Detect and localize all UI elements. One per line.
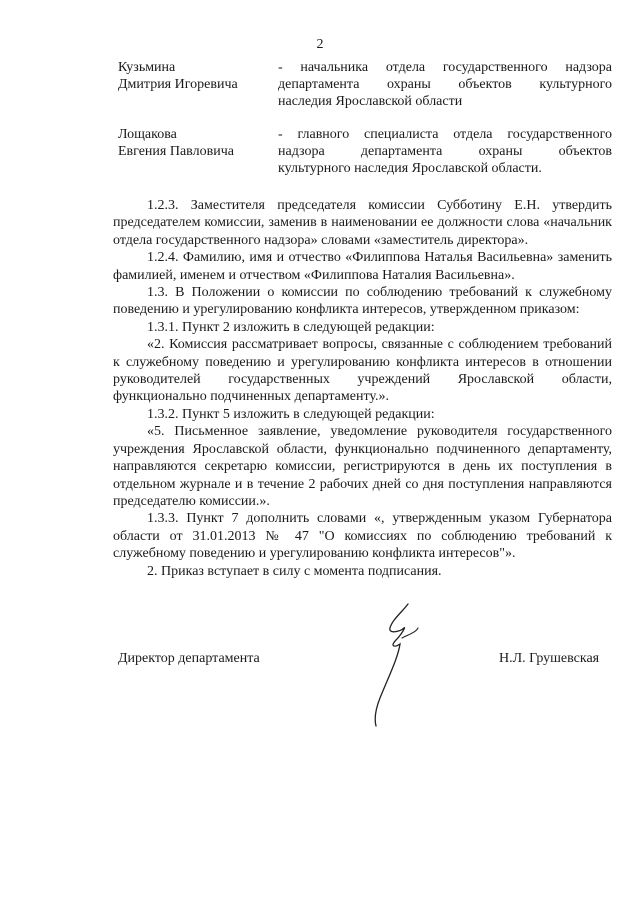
page-number: 2	[316, 37, 324, 52]
member-role: - начальника отдела государственного надзора департамента охраны объектов культурного наследия Ярославской области	[278, 60, 612, 109]
signatory-position: Директор департамента	[118, 651, 260, 666]
signatory-name: Н.Л. Грушевская	[499, 651, 600, 666]
paragraph-1-3-2: 1.3.2. Пункт 5 изложить в следующей редакции:	[147, 406, 435, 422]
paragraph-1-2-3: 1.2.3. Заместителя председателя комиссии Субботину Е.Н. утвердить председателем комиссии, заменив в наименовании ее должности слова «начальник отдела государственного надзора» словами «заместитель директора».	[113, 198, 612, 248]
paragraph-1-3-3: 1.3.3. Пункт 7 дополнить словами «, утвержденным указом Губернатора области от 31.01.2013 № 47 "О комиссиях по соблюдению требований к служебному поведению и урегулированию конфликта интересов"».	[113, 511, 612, 562]
quoted-clause-5: «5. Письменное заявление, уведомление руководителя государственного учреждения Ярославской области, функционально подчиненного департаменту, направляются секретарю комиссии, регистрируются в день их поступления в отдельном журнале и в течение 2 рабочих дней со дня поступления направляются председателю комиссии.».	[113, 424, 612, 509]
member-role: - главного специалиста отдела государственного надзора департамента охраны объектов культурного наследия Ярославской области.	[278, 127, 612, 176]
paragraph-1-3-1: 1.3.1. Пункт 2 изложить в следующей редакции:	[147, 319, 435, 335]
member-name: Кузьмина Дмитрия Игоревича	[118, 60, 238, 92]
quoted-clause-2: «2. Комиссия рассматривает вопросы, связанные с соблюдением требований к служебному поведению и урегулированию конфликта интересов в отношении руководителей государственных учреждений Ярославской области, функционально подчиненных департаменту.».	[113, 337, 612, 405]
member-name: Лощакова Евгения Павловича	[118, 127, 234, 159]
handwritten-signature	[362, 598, 442, 733]
document-body	[113, 197, 612, 580]
paragraph-1-3: 1.3. В Положении о комиссии по соблюдению требований к служебному поведению и урегулированию конфликта интересов, утвержденном приказом:	[113, 285, 612, 318]
paragraph-2: 2. Приказ вступает в силу с момента подписания.	[147, 563, 442, 579]
paragraph-1-2-4: 1.2.4. Фамилию, имя и отчество «Филиппова Наталья Васильевна» заменить фамилией, именем и отчеством «Филиппова Наталия Васильевна».	[113, 250, 612, 283]
